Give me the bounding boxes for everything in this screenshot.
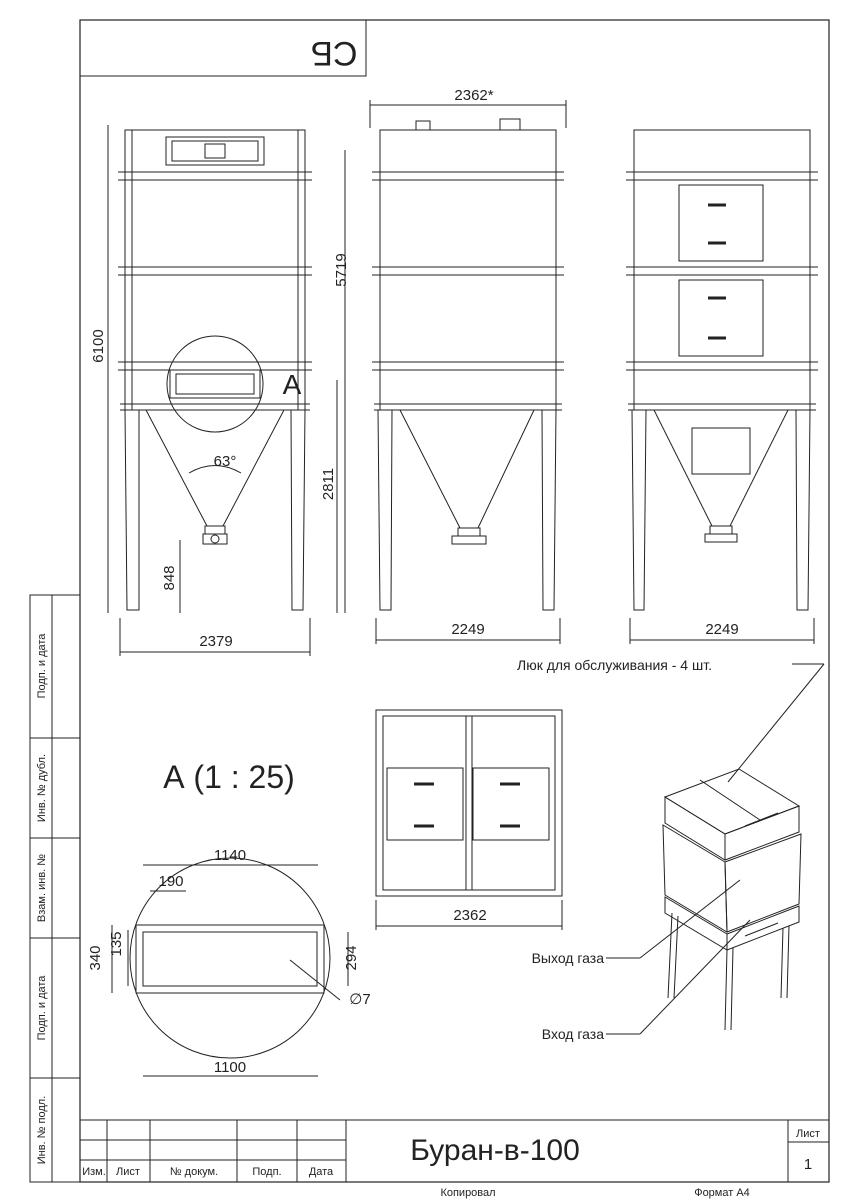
plan-view bbox=[376, 710, 562, 930]
footer-format: Формат А4 bbox=[694, 1187, 750, 1199]
tb-col-izm: Изм. bbox=[82, 1166, 106, 1178]
dim-340: 340 bbox=[87, 945, 104, 971]
tb-sheet-label: Лист bbox=[796, 1128, 820, 1140]
callout-gas-in: Вход газа bbox=[541, 1026, 604, 1042]
side-stamp-3: Взам. инв. № bbox=[36, 853, 48, 923]
callout-leaders bbox=[606, 664, 824, 1034]
tb-sheet-num: 1 bbox=[803, 1156, 813, 1173]
dim-height-total: 6100 bbox=[90, 329, 107, 363]
dim-135: 135 bbox=[108, 931, 125, 957]
side-view-1 bbox=[370, 100, 566, 644]
callout-hatch: Люк для обслуживания - 4 шт. bbox=[517, 657, 712, 673]
tb-col-date: Дата bbox=[308, 1166, 334, 1178]
dim-cone-angle: 63° bbox=[213, 453, 237, 470]
dim-height-body: 5719 bbox=[333, 253, 350, 287]
dim-1100: 1100 bbox=[213, 1059, 247, 1076]
dim-outlet-height: 848 bbox=[161, 565, 178, 591]
stamp-code: СБ bbox=[310, 34, 358, 72]
tb-col-list: Лист bbox=[116, 1166, 140, 1178]
dim-294: 294 bbox=[343, 945, 360, 971]
detail-a bbox=[112, 858, 348, 1076]
dim-top-width: 2362* bbox=[454, 87, 494, 104]
side-stamp-4: Подп. и дата bbox=[36, 975, 48, 1041]
dim-side-width-2: 2249 bbox=[705, 621, 739, 638]
front-view bbox=[108, 125, 345, 656]
dim-front-width: 2379 bbox=[199, 633, 233, 650]
side-stamp-5: Инв. № подл. bbox=[36, 1095, 48, 1165]
dim-hole: ∅7 bbox=[349, 991, 371, 1008]
callout-gas-out: Выход газа bbox=[531, 950, 604, 966]
footer-copied: Копировал bbox=[440, 1187, 496, 1199]
tb-col-sign: Подп. bbox=[252, 1166, 282, 1178]
dim-plan-width: 2362 bbox=[453, 907, 487, 924]
tb-name: Буран-в-100 bbox=[410, 1134, 580, 1167]
dim-190: 190 bbox=[158, 873, 184, 890]
sheet-frame bbox=[80, 20, 829, 1182]
side-view-2 bbox=[626, 130, 818, 644]
side-stamp-2: Инв. № дубл. bbox=[36, 753, 48, 823]
dim-1140: 1140 bbox=[213, 847, 247, 864]
detail-callout-letter: A bbox=[282, 369, 302, 400]
detail-title: А (1 : 25) bbox=[163, 759, 295, 795]
dim-side-width-1: 2249 bbox=[451, 621, 485, 638]
side-stamp-1: Подп. и дата bbox=[36, 633, 48, 699]
dim-height-support: 2811 bbox=[320, 467, 337, 501]
isometric-view bbox=[663, 769, 801, 1030]
tb-col-doc: № докум. bbox=[169, 1166, 219, 1178]
